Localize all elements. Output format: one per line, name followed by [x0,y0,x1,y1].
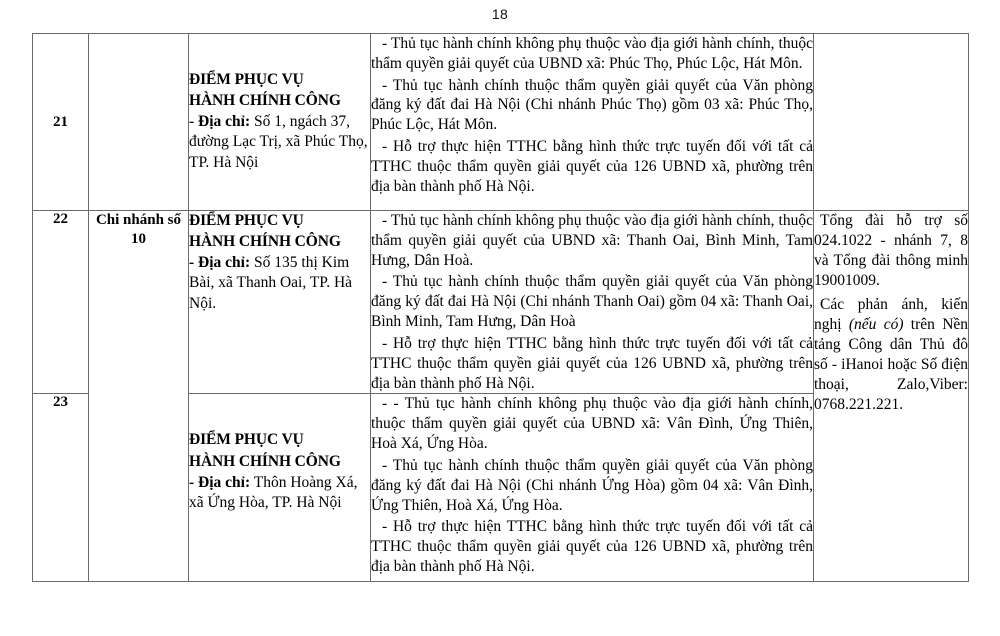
administrative-service-table-wrapper [32,33,968,582]
feedback-suffix: trên Nền tảng Công dân Thủ đô số - iHanoi hoặc Số điện thoại, Zalo,Viber: 0768.221.221. [814,315,969,414]
scope-item: - Thủ tục hành chính thuộc thẩm quyền giải quyết của Văn phòng đăng ký đất đai Hà Nội (Chi nhánh Phúc Thọ) gồm 03 xã: Phúc Thọ, Phúc Lộc, Hát Môn. [371,76,813,134]
scope-item: - - Thủ tục hành chính không phụ thuộc vào địa giới hành chính, thuộc thẩm quyền giải quyết của UBND xã: Vân Đình, Ứng Thiên, Hoà Xá, Ứng Hòa. [371,395,813,453]
service-point-cell [189,394,371,582]
address-value: Số 1, ngách 37, đường Lạc Trị, xã Phúc Thọ, TP. Hà Nội [189,113,368,171]
scope-item: - Thủ tục hành chính thuộc thẩm quyền giải quyết của Văn phòng đăng ký đất đai Hà Nội (Chi nhánh Thanh Oai) gồm 04 xã: Thanh Oai, Bình Minh, Tam Hưng, Dân Hoà [371,273,813,331]
feedback-prefix: Các phản ánh, kiến nghị [814,295,968,333]
service-point-cell [189,211,371,394]
service-point-title-line1: ĐIỂM PHỤC VỤ [189,212,304,229]
scope-cell [371,211,814,394]
service-point-title-line2: HÀNH CHÍNH CÔNG [189,233,341,251]
service-point-cell [189,34,371,211]
administrative-service-table [32,33,969,582]
page-number: 18 [491,6,509,22]
scope-item: - Thủ tục hành chính không phụ thuộc vào địa giới hành chính, thuộc thẩm quyền giải quyết của UBND xã: Phúc Thọ, Phúc Lộc, Hát Môn. [371,35,813,72]
table-row [33,34,969,211]
scope-item: - Hỗ trợ thực hiện TTHC bằng hình thức trực tuyến đối với tất cả TTHC thuộc thẩm quyền giải quyết của 126 UBND xã, phường trên địa bàn thành phố Hà Nội. [371,334,813,392]
branch-name-cell [89,34,189,211]
branch-name-cell: Chi nhánh số 10 [89,211,189,582]
service-point-title-line1: ĐIỂM PHỤC VỤ [189,431,304,449]
service-point-title-line1: ĐIỂM PHỤC VỤ [189,71,304,88]
address-label: - Địa chỉ: [189,473,251,491]
scope-item: - Hỗ trợ thực hiện TTHC bằng hình thức trực tuyến đối với tất cả TTHC thuộc thẩm quyền giải quyết của 126 UBND xã, phường trên địa bàn thành phố Hà Nội. [371,518,813,576]
row-number-cell: 21 [33,34,89,211]
contact-cell [814,211,969,582]
contact-cell-empty [814,34,969,211]
scope-item: - Hỗ trợ thực hiện TTHC bằng hình thức trực tuyến đối với tất cả TTHC thuộc thẩm quyền giải quyết của 126 UBND xã, phường trên địa bàn thành phố Hà Nội. [371,138,813,195]
table-row [33,211,969,394]
row-number-cell: 23 [33,394,89,582]
service-point-title-line2: HÀNH CHÍNH CÔNG [189,92,341,110]
hotline-text: Tổng đài hỗ trợ số 024.1022 - nhánh 7, 8 và Tổng đài thông minh 19001009. [814,212,968,290]
address-label: - Địa chỉ: [189,113,251,131]
service-point-title-line2: HÀNH CHÍNH CÔNG [189,452,341,470]
feedback-italic-note: (nếu có) [848,315,904,333]
scope-cell [371,34,814,211]
scope-item: - Thủ tục hành chính thuộc thẩm quyền giải quyết của Văn phòng đăng ký đất đai Hà Nội (Chi nhánh Ứng Hòa) gồm 04 xã: Vân Đình, Ứng Thiên, Hoà Xá, Ứng Hòa. [371,456,813,514]
feedback-text [814,295,968,416]
address-value: Thôn Hoàng Xá, xã Ứng Hòa, TP. Hà Nội [189,473,358,511]
address-label: - Địa chỉ: [189,254,251,272]
scope-cell [371,394,814,582]
scope-item: - Thủ tục hành chính không phụ thuộc vào địa giới hành chính, thuộc thẩm quyền giải quyết của UBND xã: Thanh Oai, Bình Minh, Tam Hưng, Dân Hoà. [371,212,813,269]
row-number-cell: 22 [33,211,89,394]
address-value: Số 135 thị Kim Bài, xã Thanh Oai, TP. Hà Nội. [189,254,353,312]
